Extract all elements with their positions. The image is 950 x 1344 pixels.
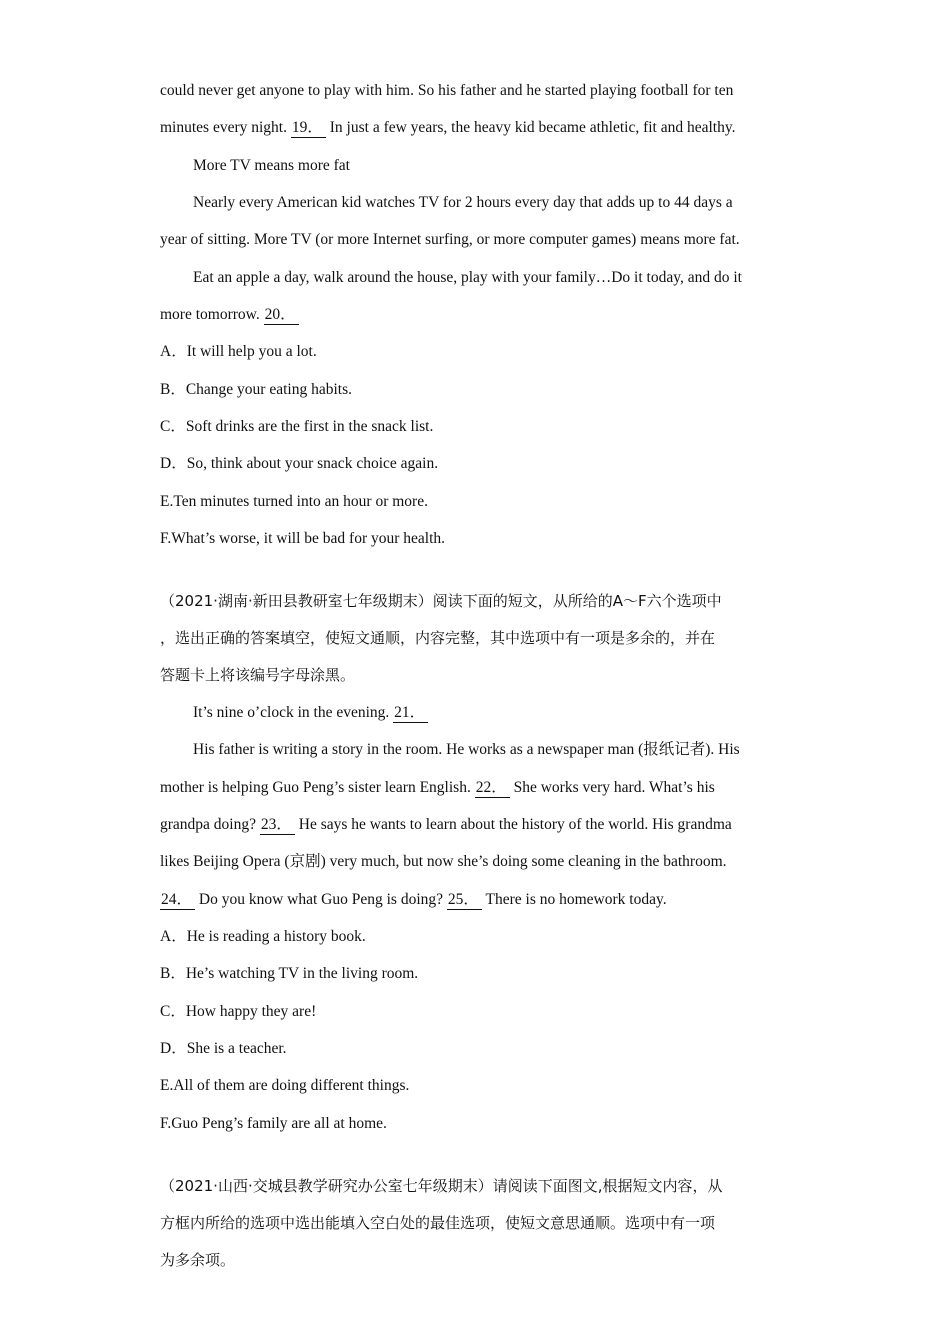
text-segment: mother is helping Guo Peng’s sister learn English. xyxy=(160,779,471,796)
text-segment: She works very hard. What’s his xyxy=(513,779,715,796)
passage1-line-4: Nearly every American kid watches TV for 2 hours every day that adds up to 44 days a xyxy=(193,194,733,211)
option-e: E.All of them are doing different things. xyxy=(160,1077,410,1094)
option-a: A．It will help you a lot. xyxy=(160,343,317,360)
passage1-line-6: Eat an apple a day, walk around the house, play with your family…Do it today, and do it xyxy=(193,269,742,286)
passage2-line-3 xyxy=(160,778,800,798)
text-segment: more tomorrow. xyxy=(160,306,260,323)
passage2-line-4 xyxy=(160,815,800,835)
passage2-line-5: likes Beijing Opera (京剧) very much, but now she’s doing some cleaning in the bathroom. xyxy=(160,853,727,870)
passage2-line-2: His father is writing a story in the room. He works as a newspaper man (报纸记者). His xyxy=(193,741,740,758)
passage1-line-2 xyxy=(160,118,800,138)
passage1-line-5: year of sitting. More TV (or more Internet surfing, or more computer games) means more fat. xyxy=(160,231,740,248)
blank-20: 20． xyxy=(264,306,299,325)
option-f: F.Guo Peng’s family are all at home. xyxy=(160,1115,387,1132)
option-b: B．He’s watching TV in the living room. xyxy=(160,965,419,982)
option-c: C．How happy they are! xyxy=(160,1003,317,1020)
option-e: E.Ten minutes turned into an hour or more. xyxy=(160,493,428,510)
passage1-heading: More TV means more fat xyxy=(193,157,350,174)
blank-22: 22． xyxy=(475,779,510,798)
text-segment: It’s nine o’clock in the evening. xyxy=(193,704,390,721)
passage2-instruction-2: ，选出正确的答案填空，使短文通顺，内容完整，其中选项中有一项是多余的，并在 xyxy=(160,629,716,647)
text-segment: minutes every night. xyxy=(160,119,287,136)
passage2-instruction-1: （2021·湖南·新田县教研室七年级期末）阅读下面的短文，从所给的A～F六个选项中 xyxy=(160,592,722,610)
passage3-instruction-1: （2021·山西·交城县教学研究办公室七年级期末）请阅读下面图文,根据短文内容，从 xyxy=(160,1177,723,1195)
passage2-line-6 xyxy=(160,890,800,910)
text-segment: In just a few years, the heavy kid became athletic, fit and healthy. xyxy=(329,119,736,136)
option-c: C．Soft drinks are the first in the snack list. xyxy=(160,418,434,435)
text-segment: He says he wants to learn about the history of the world. His grandma xyxy=(298,816,732,833)
passage3-instruction-2: 方框内所给的选项中选出能填入空白处的最佳选项，使短文意思通顺。选项中有一项 xyxy=(160,1214,716,1232)
passage1-line-7 xyxy=(160,305,800,325)
blank-25: 25． xyxy=(447,891,482,910)
option-b: B．Change your eating habits. xyxy=(160,381,352,398)
blank-23: 23． xyxy=(260,816,295,835)
option-d: D．So, think about your snack choice again. xyxy=(160,455,439,472)
blank-19: 19． xyxy=(291,119,326,138)
text-segment: There is no homework today. xyxy=(485,891,667,908)
blank-21: 21． xyxy=(393,704,428,723)
passage2-line-1 xyxy=(193,703,833,723)
option-f: F.What’s worse, it will be bad for your health. xyxy=(160,530,446,547)
passage3-instruction-3: 为多余项。 xyxy=(160,1251,236,1269)
text-segment: grandpa doing? xyxy=(160,816,256,833)
passage2-instruction-3: 答题卡上将该编号字母涂黑。 xyxy=(160,666,356,684)
option-a: A．He is reading a history book. xyxy=(160,928,366,945)
passage1-line-1: could never get anyone to play with him. So his father and he started playing football for ten xyxy=(160,82,734,99)
text-segment: Do you know what Guo Peng is doing? xyxy=(198,891,444,908)
option-d: D．She is a teacher. xyxy=(160,1040,287,1057)
blank-24: 24． xyxy=(160,891,195,910)
